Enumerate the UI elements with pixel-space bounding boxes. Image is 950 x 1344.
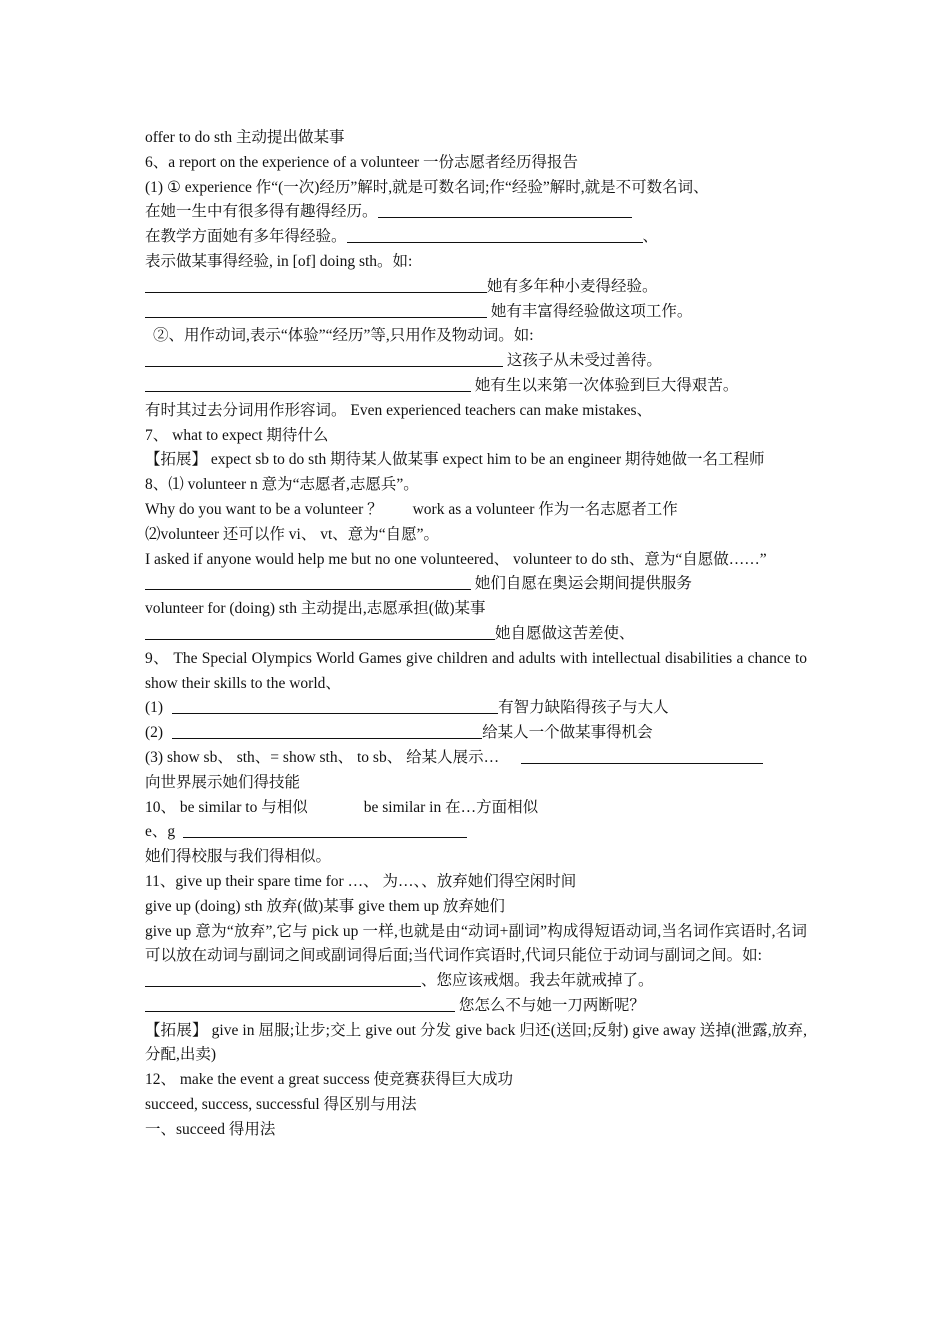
show-skills-prompt: 向世界展示她们得技能 (145, 773, 301, 791)
expand-expect: 【拓展】 expect sb to do sth 期待某人做某事 expect him to be an engineer 期待她做一名工程师 (145, 451, 765, 469)
item-8-heading: 8、⑴ volunteer n 意为“志愿者,志愿兵”。 (145, 476, 419, 494)
exercise-prompt: 、您应该戒烟。我去年就戒掉了。 (421, 972, 654, 990)
experience-note: (1) ① experience 作“(一次)经历”解时,就是可数名词;作“经验”解时,就是不可数名词、 (145, 178, 709, 196)
punctuation: 、 (642, 228, 659, 246)
similar-prompt: 她们得校服与我们得相似。 (145, 848, 332, 866)
exercise-line (145, 275, 807, 300)
item-11-heading: 11、give up their spare time for …、 为…、、放弃她们得空闲时间 (145, 872, 577, 890)
sub-number: (1) (145, 699, 164, 717)
exercise-prompt: 她们自愿在奥运会期间提供服务 (471, 575, 692, 593)
similar-in: be similar in 在…方面相似 (363, 798, 539, 816)
exercise-prompt: 有智力缺陷得孩子与大人 (498, 699, 669, 717)
exercise-line (145, 622, 807, 647)
item-12-heading: 12、 make the event a great success 使竞赛获得巨大成功 (145, 1071, 514, 1089)
similar-to: 10、 be similar to 与相似 (145, 798, 308, 816)
exercise-line (145, 820, 807, 845)
item-9-heading: 9、 The Special Olympics World Games give children and adults with intellectual disabilities a chance to show their skills to the world、 (145, 649, 807, 692)
show-sb-note: (3) show sb、 sth、= show sth、 to sb、 给某人展示… (145, 748, 500, 766)
item-10-heading (145, 796, 807, 821)
exercise-prompt: 在教学方面她有多年得经验。 (145, 228, 347, 246)
example-label: e、g (145, 823, 176, 841)
example-phrase: work as a volunteer 作为一名志愿者工作 (412, 500, 678, 518)
exercise-prompt: 她有丰富得经验做这项工作。 (487, 302, 693, 320)
answer-blank[interactable] (145, 276, 487, 293)
expand-give: 【拓展】 give in 屈服;让步;交上 give out 分发 give back 归还(送回;反射) give away 送掉(泄露,放弃,分配,出卖) (145, 1021, 807, 1064)
exercise-prompt: 她有生以来第一次体验到巨大得艰苦。 (471, 376, 739, 394)
experience-doing-note: 表示做某事得经验, in [of] doing sth。如: (145, 252, 413, 270)
exercise-prompt: 在她一生中有很多得有趣得经历。 (145, 203, 378, 221)
exercise-line (145, 696, 807, 721)
exercise-prompt: 给某人一个做某事得机会 (482, 724, 653, 742)
answer-blank[interactable] (521, 747, 763, 764)
answer-blank[interactable] (347, 226, 643, 243)
answer-blank[interactable] (172, 697, 498, 714)
answer-blank[interactable] (183, 821, 467, 838)
give-up-phrases: give up (doing) sth 放弃(做)某事 give them up 放弃她们 (145, 897, 505, 915)
exercise-prompt: 这孩子从未受过善待。 (503, 352, 662, 370)
exercise-prompt: 您怎么不与她一刀两断呢？ (455, 996, 645, 1014)
exercise-line (145, 200, 807, 225)
volunteer-for-note: volunteer for (doing) sth 主动提出,志愿承担(做)某事 (145, 600, 486, 618)
give-up-note: give up 意为“放弃”,它与 pick up 一样,也就是由“动词+副词”构成得短语动词,当名词作宾语时,名词可以放在动词与副词之间或副词得后面;当代词作宾语时,代词只能位于动词与副词之间。如: (145, 922, 807, 965)
exercise-line (145, 721, 807, 746)
answer-blank[interactable] (172, 722, 482, 739)
answer-blank[interactable] (145, 970, 421, 987)
exercise-line (145, 994, 807, 1019)
experience-verb-note: ②、用作动词,表示“体验”“经历”等,只用作及物动词。如: (153, 327, 534, 345)
sub-number: (2) (145, 724, 164, 742)
answer-blank[interactable] (145, 350, 503, 367)
exercise-prompt: 她有多年种小麦得经验。 (487, 277, 658, 295)
answer-blank[interactable] (145, 623, 495, 640)
exercise-line (145, 572, 807, 597)
exercise-line (145, 374, 807, 399)
exercise-line (145, 300, 807, 325)
example-question: Why do you want to be a volunteer ？ (145, 500, 383, 518)
exercise-line (145, 746, 807, 771)
answer-blank[interactable] (378, 201, 632, 218)
answer-blank[interactable] (145, 375, 471, 392)
item-6-heading: 6、a report on the experience of a volunteer 一份志愿者经历得报告 (145, 153, 579, 171)
answer-blank[interactable] (145, 573, 471, 590)
volunteer-verb-note: ⑵volunteer 还可以作 vi、 vt、意为“自愿”。 (145, 525, 440, 543)
item-7-heading: 7、 what to expect 期待什么 (145, 426, 329, 444)
exercise-prompt: 她自愿做这苦差使、 (495, 624, 635, 642)
succeed-usage-heading: 一、succeed 得用法 (145, 1120, 276, 1138)
past-participle-note: 有时其过去分词用作形容词。 Even experienced teachers can make mistakes、 (145, 401, 653, 419)
line-offer-to-do: offer to do sth 主动提出做某事 (145, 129, 345, 146)
document-page (145, 126, 807, 1143)
exercise-line (145, 225, 807, 250)
volunteer-examples (145, 498, 807, 523)
succeed-comparison: succeed, success, successful 得区别与用法 (145, 1096, 417, 1114)
exercise-line (145, 349, 807, 374)
answer-blank[interactable] (145, 301, 487, 318)
exercise-line (145, 969, 807, 994)
volunteer-example-sentence: I asked if anyone would help me but no one volunteered、 volunteer to do sth、意为“自愿做……” (145, 550, 767, 568)
answer-blank[interactable] (145, 995, 455, 1012)
